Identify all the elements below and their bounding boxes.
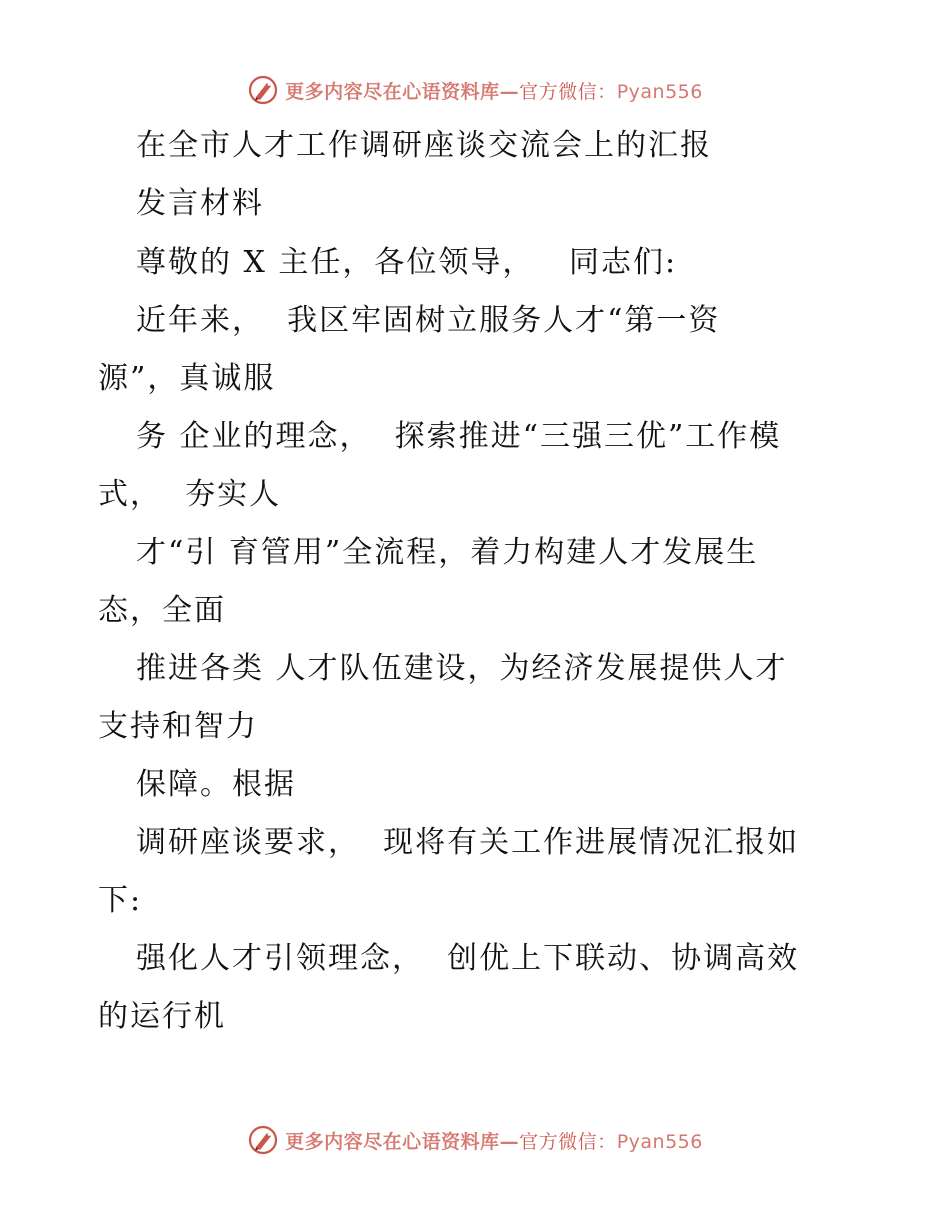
paragraph-line: 式， 夯实人 (98, 477, 282, 512)
paragraph-line: 近年来， 我区牢固树立服务人才“第一资 (136, 303, 721, 338)
watermark-text: 更多内容尽在心语资料库—官方微信：Pyan556 (285, 1130, 703, 1153)
paragraph-line: 才“引 育管用”全流程，着力构建人才发展生 (136, 535, 759, 570)
pen-logo-icon (247, 1124, 279, 1156)
section-heading-continued: 的运行机 (98, 999, 226, 1034)
footer-watermark (0, 1120, 950, 1160)
paragraph-line: 推进各类 人才队伍建设，为经济发展提供人才 (136, 651, 788, 686)
document-title-continued: 发言材料 (136, 186, 264, 221)
section-heading: 强化人才引领理念， 创优上下联动、协调高效 (136, 941, 800, 976)
paragraph-line: 源”，真诚服 (98, 361, 276, 396)
paragraph-line: 保障。根据 (136, 767, 296, 802)
salutation: 尊敬的 X 主任，各位领导， 同志们: (136, 245, 678, 280)
watermark-text: 更多内容尽在心语资料库—官方微信：Pyan556 (285, 80, 703, 103)
paragraph-line: 调研座谈要求， 现将有关工作进展情况汇报如 (136, 825, 800, 860)
paragraph-line: 态，全面 (98, 593, 226, 628)
paragraph-line: 下: (98, 883, 143, 918)
document-title: 在全市人才工作调研座谈交流会上的汇报 (136, 128, 712, 163)
paragraph-line: 务 企业的理念， 探索推进“三强三优”工作模 (136, 419, 782, 454)
paragraph-line: 支持和智力 (98, 709, 258, 744)
